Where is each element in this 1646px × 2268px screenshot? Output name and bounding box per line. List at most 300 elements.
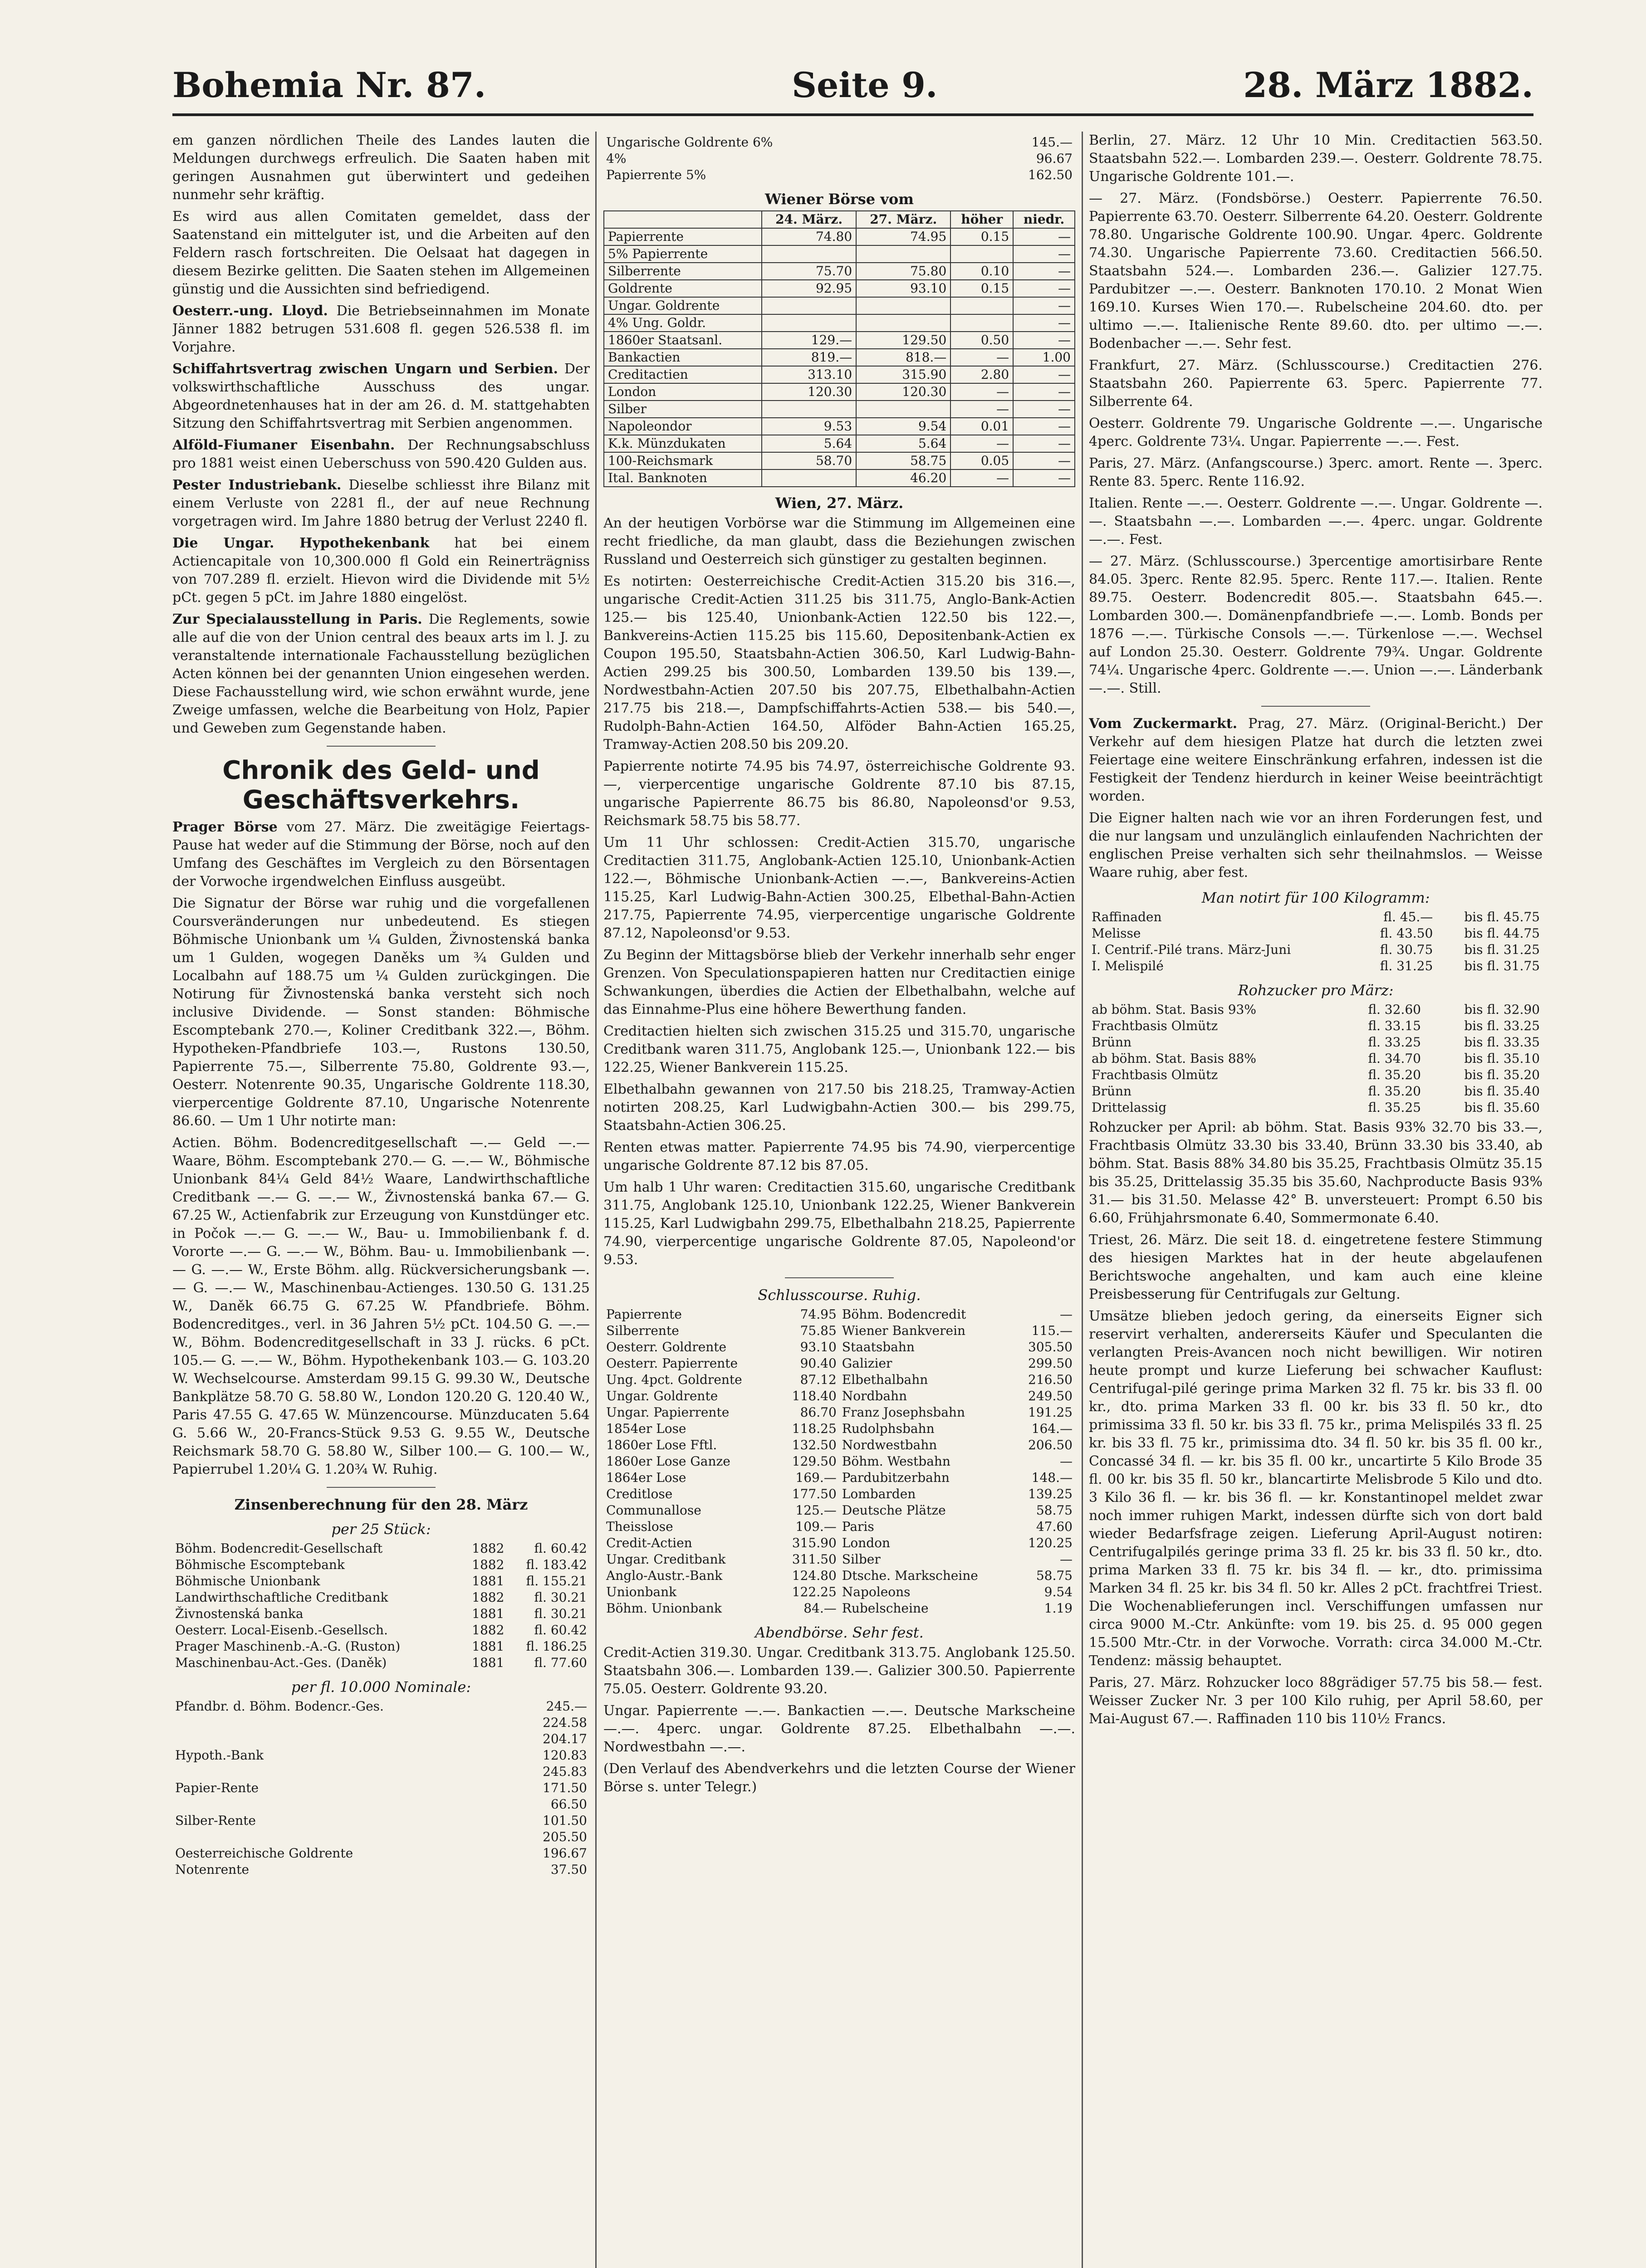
row-value: 196.67 bbox=[543, 1846, 587, 1861]
table-row bbox=[603, 1437, 1075, 1453]
row-label: Oesterr. Papierrente bbox=[606, 1356, 738, 1371]
table-row bbox=[172, 1747, 590, 1764]
row-value: 74.95 bbox=[800, 1307, 837, 1322]
row-value: 305.50 bbox=[1028, 1339, 1073, 1354]
table-row bbox=[603, 1453, 1075, 1470]
zucker-table bbox=[1089, 909, 1543, 974]
row-value: 132.50 bbox=[792, 1437, 837, 1452]
section-head: Oesterr.-ung. Lloyd. bbox=[172, 303, 328, 319]
row-value: — bbox=[950, 401, 1013, 418]
row-label: Staatsbahn bbox=[842, 1339, 915, 1354]
table-row bbox=[172, 1638, 590, 1655]
row-value: 75.70 bbox=[762, 263, 856, 280]
row-label: Bankactien bbox=[604, 349, 762, 366]
paragraph: Papierrente notirte 74.95 bis 74.97, österreichische Goldrente 93.—, vierpercentige ungarische Goldrente 87.10 bis 87.15, ungarische Papierrente 86.75 bis 86.80, Napoleonsd'or 9.53, Reichsmark 58.75 bis 58.77. bbox=[603, 758, 1075, 829]
row-year: 1882 bbox=[472, 1557, 505, 1572]
row-label: Silber bbox=[842, 1552, 881, 1567]
row-value: — bbox=[1013, 332, 1075, 349]
row-value: — bbox=[1013, 366, 1075, 383]
row-label: Ital. Banknoten bbox=[604, 469, 762, 487]
row-label: Prager Maschinenb.-A.-G. (Ruston) bbox=[175, 1639, 401, 1654]
row-label: Rudolphsbahn bbox=[842, 1421, 935, 1436]
paragraph: Paris, 27. März. Rohzucker loco 88grädiger 57.75 bis 58.— fest. Weisser Zucker Nr. 3 per 100 Kilo ruhig, per April 58.60, per Mai-August 67.—. Raffinaden 110 bis 110½ Francs. bbox=[1089, 1675, 1543, 1727]
paragraph: Elbethalbahn gewannen von 217.50 bis 218.25, Tramway-Actien notirten 208.25, Karl Ludwigbahn-Actien 300.— bis 299.75, Staatsbahn-Actien 306.25. bbox=[603, 1081, 1075, 1134]
section-head: Schiffahrtsvertrag zwischen Ungarn und Serbien. bbox=[172, 361, 558, 377]
row-value: — bbox=[950, 435, 1013, 452]
row-label: 4% Ung. Goldr. bbox=[604, 314, 762, 332]
row-label bbox=[172, 1715, 511, 1731]
row-value: 145.— bbox=[1031, 135, 1073, 150]
table-row bbox=[603, 1339, 1075, 1355]
row-value: — bbox=[1013, 297, 1075, 314]
table-row bbox=[1089, 1051, 1543, 1067]
row-label: Raffinaden bbox=[1092, 909, 1162, 924]
row-label: Theisslose bbox=[606, 1519, 673, 1534]
row-value bbox=[856, 297, 950, 314]
row-value: 171.50 bbox=[543, 1780, 587, 1795]
row-value-high: bis fl. 45.75 bbox=[1464, 909, 1540, 924]
paragraph-text: vom 27. März. Die zweitägige Feiertags-Pause hat weder auf die Stimmung der Börse, noch auf den Umfang des Geschäftes im Vergleich zu den Börsentagen der Vorwoche irgendwelchen Einfluss ausgeübt. bbox=[172, 819, 590, 890]
row-value: 1.00 bbox=[1013, 349, 1075, 366]
row-value: 84.— bbox=[803, 1601, 837, 1616]
row-value-low: fl. 31.25 bbox=[1380, 958, 1433, 973]
row-value-low: fl. 45.— bbox=[1383, 909, 1433, 924]
row-label: Frachtbasis Olmütz bbox=[1092, 1018, 1218, 1033]
row-value bbox=[856, 314, 950, 332]
paragraph bbox=[1089, 715, 1543, 806]
row-value: 86.70 bbox=[800, 1405, 837, 1420]
row-value: 177.50 bbox=[792, 1486, 837, 1501]
table-row bbox=[604, 297, 1075, 314]
row-value: fl. 186.25 bbox=[526, 1639, 587, 1654]
table-row bbox=[603, 134, 1075, 151]
paragraph: Frankfurt, 27. März. (Schlusscourse.) Creditactien 276. Staatsbahn 260. Papierrente 63. 5perc. Papierrente 77. Silberrente 64. bbox=[1089, 357, 1543, 410]
row-label: Communallose bbox=[606, 1503, 701, 1518]
row-value-high: bis fl. 31.75 bbox=[1464, 958, 1540, 973]
paragraph: Oesterr. Goldrente 79. Ungarische Goldrente —.—. Ungarische 4perc. Goldrente 73¼. Ungar. Papierrente —.—. Fest. bbox=[1089, 415, 1543, 450]
section-head: Prager Börse bbox=[172, 819, 278, 835]
paragraph: em ganzen nördlichen Theile des Landes lauten die Meldungen durchwegs erfreulich. Die Saaten haben mit geringen Ausnahmen gut überwintert und gedeihen nunmehr sehr kräftig. bbox=[172, 132, 590, 203]
table-row bbox=[604, 349, 1075, 366]
row-value: 818.— bbox=[856, 349, 950, 366]
row-value: — bbox=[1013, 245, 1075, 263]
row-label: Unionbank bbox=[606, 1584, 677, 1599]
table-row bbox=[1089, 958, 1543, 974]
row-value: 249.50 bbox=[1028, 1388, 1073, 1403]
row-label: Silberrente bbox=[604, 263, 762, 280]
row-value: 148.— bbox=[1031, 1470, 1073, 1485]
row-label: Elbethalbahn bbox=[842, 1372, 928, 1387]
table-row bbox=[604, 332, 1075, 349]
row-value-low: fl. 32.60 bbox=[1368, 1002, 1421, 1017]
row-label: Dtsche. Markscheine bbox=[842, 1568, 978, 1583]
table-row bbox=[172, 1655, 590, 1671]
row-value: 169.— bbox=[795, 1470, 837, 1485]
section-head: Zur Specialausstellung in Paris. bbox=[172, 611, 422, 627]
table-row bbox=[603, 1486, 1075, 1502]
table-row bbox=[172, 1622, 590, 1638]
row-value bbox=[762, 314, 856, 332]
page-header bbox=[172, 64, 1533, 116]
row-value-high: bis fl. 35.10 bbox=[1464, 1051, 1540, 1066]
row-value: 205.50 bbox=[543, 1829, 587, 1844]
paragraph: Ungar. Papierrente —.—. Bankactien —.—. Deutsche Markscheine —.—. 4perc. ungar. Goldrente 87.25. Elbethalbahn —.—. Nordwestbahn —.—. bbox=[603, 1703, 1075, 1755]
row-value: fl. 155.21 bbox=[526, 1574, 587, 1589]
row-value bbox=[762, 245, 856, 263]
row-label: Drittelassig bbox=[1092, 1100, 1167, 1115]
row-value: 191.25 bbox=[1028, 1405, 1073, 1420]
row-year: 1882 bbox=[472, 1541, 505, 1556]
top-rente-table bbox=[603, 134, 1075, 183]
table-subtitle: per 25 Stück: bbox=[331, 1520, 431, 1538]
row-value: 819.— bbox=[762, 349, 856, 366]
column-rule bbox=[595, 132, 597, 2268]
row-value: — bbox=[1013, 401, 1075, 418]
table-row bbox=[172, 1731, 590, 1747]
row-label: Notenrente bbox=[175, 1862, 250, 1877]
row-value: 5.64 bbox=[762, 435, 856, 452]
row-label: Anglo-Austr.-Bank bbox=[606, 1568, 723, 1583]
row-year: 1881 bbox=[472, 1639, 505, 1654]
section-head: Vom Zuckermarkt. bbox=[1089, 716, 1238, 732]
table-row bbox=[172, 1606, 590, 1622]
row-year: 1881 bbox=[472, 1655, 505, 1670]
table-row bbox=[604, 383, 1075, 401]
table-row bbox=[604, 418, 1075, 435]
row-label: Papierrente 5% bbox=[606, 167, 706, 182]
row-label: Böhm. Unionbank bbox=[606, 1601, 722, 1616]
row-value-high: bis fl. 44.75 bbox=[1464, 926, 1540, 941]
row-value: 122.25 bbox=[792, 1584, 837, 1599]
row-label: 100-Reichsmark bbox=[604, 452, 762, 469]
row-value: 37.50 bbox=[550, 1862, 587, 1877]
paragraph: Es wird aus allen Comitaten gemeldet, dass der Saatenstand ein mittelguter ist, und die Arbeiten auf den Feldern rasch fortschreiten. Die Oelsaat hat dagegen in diesem Bezirke gelitten. Die Saaten stehen im Allgemeinen günstig und die Aussichten sind befriedigend. bbox=[172, 209, 590, 297]
header-right: 28. März 1882. bbox=[1243, 65, 1533, 105]
row-value: 164.— bbox=[1031, 1421, 1073, 1436]
row-value: 118.40 bbox=[792, 1388, 837, 1403]
table-subtitle: per fl. 10.000 Nominale: bbox=[291, 1678, 471, 1696]
row-label bbox=[172, 1796, 511, 1813]
row-label: Deutsche Plätze bbox=[842, 1503, 946, 1518]
column-3 bbox=[1089, 132, 1543, 2268]
separator bbox=[785, 1277, 894, 1278]
paragraph: Schiffahrtsvertrag zwischen Ungarn und Serbien. Der volkswirthschaftliche Ausschuss des ungar. Abgeordnetenhauses hat in der am 26. d. M. stattgehabten Sitzung den Schiffahrtsvertrag mit Serbien angenommen. bbox=[172, 361, 590, 431]
row-label: ab böhm. Stat. Basis 88% bbox=[1092, 1051, 1256, 1066]
row-value-high: bis fl. 35.20 bbox=[1464, 1067, 1540, 1082]
section-head: Alföld-Fiumaner Eisenbahn. bbox=[172, 437, 395, 453]
row-value: 46.20 bbox=[856, 469, 950, 487]
row-label: Creditlose bbox=[606, 1486, 673, 1501]
row-value: 0.10 bbox=[950, 263, 1013, 280]
section-head: Abendbörse. Sehr fest. bbox=[755, 1624, 924, 1641]
row-label: Papierrente bbox=[604, 228, 762, 245]
header-left: Bohemia Nr. 87. bbox=[172, 65, 486, 105]
row-value: 66.50 bbox=[550, 1797, 587, 1812]
table-row bbox=[603, 1306, 1075, 1323]
row-label: Ungarische Goldrente 6% bbox=[606, 135, 773, 150]
table-row bbox=[603, 167, 1075, 183]
table-subtitle: Man notirt für 100 Kilogramm: bbox=[1201, 889, 1430, 906]
row-label: Franz Josephsbahn bbox=[842, 1405, 965, 1420]
row-label: Ungar. Goldrente bbox=[604, 297, 762, 314]
table-row bbox=[1089, 1100, 1543, 1116]
row-label: 4% bbox=[606, 151, 627, 166]
row-value: — bbox=[1013, 469, 1075, 487]
table-row bbox=[172, 1715, 590, 1731]
row-value-high: bis fl. 33.25 bbox=[1464, 1018, 1540, 1033]
row-label: 1860er Lose Fftl. bbox=[606, 1437, 717, 1452]
row-value: 311.50 bbox=[792, 1552, 837, 1567]
row-label: Nordwestbahn bbox=[842, 1437, 937, 1452]
row-label: Oesterr. Goldrente bbox=[606, 1339, 727, 1354]
row-label: Böhmische Escomptebank bbox=[175, 1557, 345, 1572]
row-label: Silber-Rente bbox=[175, 1813, 256, 1828]
paragraph: Creditactien hielten sich zwischen 315.25 und 315.70, ungarische Creditbank waren 311.75, Anglobank 125.—, Unionbank 122.— bis 122.25, Wiener Bankverein 115.25. bbox=[603, 1023, 1075, 1075]
row-value: 120.25 bbox=[1028, 1535, 1073, 1550]
row-value bbox=[762, 401, 856, 418]
rohzucker-table bbox=[1089, 1002, 1543, 1116]
table-row bbox=[172, 1813, 590, 1829]
row-value: 299.50 bbox=[1028, 1356, 1073, 1371]
row-label: 1864er Lose bbox=[606, 1470, 686, 1485]
row-label: London bbox=[604, 383, 762, 401]
row-value: — bbox=[950, 469, 1013, 487]
zinsen-table-2 bbox=[172, 1698, 590, 1878]
row-value: 0.15 bbox=[950, 280, 1013, 297]
table-row bbox=[603, 1372, 1075, 1388]
paragraph-text: Prag, 27. März. (Original-Bericht.) Der Verkehr auf dem hiesigen Platze hat durch die letzten zwei Feiertage eine weitere Einschränkung erfahren, indessen ist die Festigkeit der Tendenz hierdurch in keiner Weise beeinträchtigt worden. bbox=[1089, 716, 1543, 804]
table-row bbox=[1089, 909, 1543, 925]
row-value: 92.95 bbox=[762, 280, 856, 297]
table-row bbox=[172, 1764, 590, 1780]
row-value: 124.80 bbox=[792, 1568, 837, 1583]
row-label: Brünn bbox=[1092, 1084, 1132, 1099]
row-value: 74.80 bbox=[762, 228, 856, 245]
row-value: fl. 30.21 bbox=[534, 1606, 587, 1621]
table-row bbox=[603, 1470, 1075, 1486]
row-label: I. Centrif.-Pilé trans. März-Juni bbox=[1092, 942, 1291, 957]
row-value: 58.75 bbox=[1036, 1568, 1073, 1583]
paragraph: Berlin, 27. März. 12 Uhr 10 Min. Creditactien 563.50. Staatsbahn 522.—. Lombarden 239.—. Oesterr. Goldrente 78.75. Ungarische Goldrente 101.—. bbox=[1089, 132, 1543, 185]
row-value: 93.10 bbox=[856, 280, 950, 297]
table-row bbox=[604, 435, 1075, 452]
table-row bbox=[172, 1573, 590, 1589]
row-value: fl. 183.42 bbox=[526, 1557, 587, 1572]
row-label: 1860er Staatsanl. bbox=[604, 332, 762, 349]
table-row bbox=[1089, 942, 1543, 958]
column-2 bbox=[603, 132, 1075, 2268]
paragraph: Actien. Böhm. Bodencreditgesellschaft —.— Geld —.— Waare, Böhm. Escomptebank 270.— G. —.— W., Böhmische Unionbank 84¼ Geld 84½ Waare, Landwirthschaftliche Creditbank —.— G. —.— W., Živnostenská banka 67.— G. 67.25 W., Actienfabrik zur Erzeugung von Kunstdünger etc. in Počok —.— G. —.— W., Bau- u. Immobilienbank f. d. Vororte —.— G. —.— W., Böhm. Bau- u. Immobilienbank —.— G. —.— W., Erste Böhm. allg. Rückversicherungsbank —.— G. —.— W., Maschinenbau-Actienges. 130.50 G. 131.25 W., Daněk 66.75 G. 67.25 W. Pfandbriefe. Böhm. Bodencreditges., verl. in 36 Jahren 5½ pCt. 104.50 G. —.— W., Böhm. Bodencreditgesellschaft in 33 J. rücks. 6 pCt. 105.— G. —.— W., Böhm. Hypothekenbank 103.— G. 103.20 W. Wechselcourse. Amsterdam 99.15 G. 99.30 W., Deutsche Bankplätze 58.70 G. 58.80 W., London 120.20 G. 120.40 W., Paris 47.55 G. 47.65 W. Münzencourse. Münzducaten 5.64 G. 5.66 W., 20-Francs-Stück 9.53 G. 9.55 W., Deutsche Reichsmark 58.70 G. 58.80 W., Silber 100.— G. 100.— W., Papierrubel 1.20¼ G. 1.20¾ W. Ruhig. bbox=[172, 1135, 590, 1477]
row-value: 245.83 bbox=[543, 1764, 587, 1779]
row-value: — bbox=[1013, 383, 1075, 401]
table-row bbox=[604, 452, 1075, 469]
row-label: Ungar. Papierrente bbox=[606, 1405, 730, 1420]
row-value: 204.17 bbox=[543, 1731, 587, 1746]
row-label: ab böhm. Stat. Basis 93% bbox=[1092, 1002, 1256, 1017]
table-row bbox=[604, 280, 1075, 297]
row-label: Napoleons bbox=[842, 1584, 911, 1599]
section-head: Die Ungar. Hypothekenbank bbox=[172, 535, 430, 551]
row-value: 0.50 bbox=[950, 332, 1013, 349]
column-header: höher bbox=[950, 211, 1013, 228]
paragraph: Alföld-Fiumaner Eisenbahn. Der Rechnungsabschluss pro 1881 weist einen Ueberschuss von 590.420 Gulden aus. bbox=[172, 437, 590, 471]
paragraph: — 27. März. (Schlusscourse.) 3percentige amortisirbare Rente 84.05. 3perc. Rente 82.95. 5perc. Rente 117.—. Italien. Rente 89.75. Oesterr. Bodencredit 805.—. Staatsbahn 645.—. Lombarden 300.—. Domänenpfandbriefe —.—. Lomb. Bonds per 1876 —.—. Türkische Consols —.—. Türkenlose —.—. Wechsel auf London 25.30. Oesterr. Goldrente 79¾. Ungar. Goldrente 74¼. Ungarische 4perc. Goldrente —.—. Union —.—. Länderbank —.—. Still. bbox=[1089, 553, 1543, 696]
table-row bbox=[603, 1388, 1075, 1404]
row-label: Brünn bbox=[1092, 1035, 1132, 1050]
row-value: 120.30 bbox=[762, 383, 856, 401]
row-value: 87.12 bbox=[800, 1372, 837, 1387]
row-label: Frachtbasis Olmütz bbox=[1092, 1067, 1218, 1082]
table-row bbox=[603, 1600, 1075, 1617]
column-header: 24. März. bbox=[762, 211, 856, 228]
row-value: — bbox=[950, 383, 1013, 401]
separator bbox=[327, 1487, 436, 1488]
table-row bbox=[1089, 1002, 1543, 1018]
paragraph: Renten etwas matter. Papierrente 74.95 bis 74.90, vierpercentige ungarische Goldrente 87.12 bis 87.05. bbox=[603, 1139, 1075, 1173]
row-label: 1854er Lose bbox=[606, 1421, 686, 1436]
row-value: 58.75 bbox=[1036, 1503, 1073, 1518]
paragraph: Paris, 27. März. (Anfangscourse.) 3perc. amort. Rente —. 3perc. Rente 83. 5perc. Rente 116.92. bbox=[1089, 455, 1543, 489]
row-label bbox=[172, 1829, 511, 1845]
row-label: Papierrente bbox=[606, 1307, 682, 1322]
table-row bbox=[1089, 1018, 1543, 1034]
row-value: 216.50 bbox=[1028, 1372, 1073, 1387]
row-label: Nordbahn bbox=[842, 1388, 907, 1403]
paragraph: Italien. Rente —.—. Oesterr. Goldrente —.—. Ungar. Goldrente —.—. Staatsbahn —.—. Lombarden —.—. 4perc. ungar. Goldrente —.—. Fest. bbox=[1089, 495, 1543, 547]
row-value: 118.25 bbox=[792, 1421, 837, 1436]
row-label: Oesterreichische Goldrente bbox=[175, 1846, 353, 1861]
paragraph: Pester Industriebank. Dieselbe schliesst ihre Bilanz mit einem Verluste von 2281 fl., der auf neue Rechnung vorgetragen wird. Im Jahre 1880 betrug der Verlust 2240 fl. bbox=[172, 477, 590, 529]
row-value: 139.25 bbox=[1028, 1486, 1073, 1501]
row-label: Živnostenská banka bbox=[175, 1606, 304, 1621]
row-value: — bbox=[1060, 1454, 1073, 1469]
row-value-high: bis fl. 32.90 bbox=[1464, 1002, 1540, 1017]
row-label: 5% Papierrente bbox=[604, 245, 762, 263]
row-value: 58.75 bbox=[856, 452, 950, 469]
table-row bbox=[604, 366, 1075, 383]
row-label: Creditactien bbox=[604, 366, 762, 383]
table-row bbox=[604, 401, 1075, 418]
table-row bbox=[603, 1568, 1075, 1584]
row-label: I. Melispilé bbox=[1092, 958, 1164, 973]
row-label: Böhmische Unionbank bbox=[175, 1574, 320, 1589]
table-row bbox=[1089, 1083, 1543, 1100]
paragraph: Die Ungar. Hypothekenbank hat bei einem Actiencapitale von 10,300.000 fl Gold ein Reinerträgniss von 707.289 fl. erzielt. Hievon wird die Dividende mit 5½ pCt. gegen 5 pCt. im Jahre 1880 eingelöst. bbox=[172, 535, 590, 606]
row-value-low: fl. 43.50 bbox=[1380, 926, 1433, 941]
separator bbox=[1261, 706, 1370, 707]
row-value: 90.40 bbox=[800, 1356, 837, 1371]
table-row bbox=[172, 1698, 590, 1715]
table-row bbox=[603, 1584, 1075, 1600]
table-row bbox=[603, 1519, 1075, 1535]
table-row bbox=[604, 245, 1075, 263]
row-value: 245.— bbox=[546, 1699, 587, 1714]
row-label: Oesterr. Local-Eisenb.-Gesellsch. bbox=[175, 1623, 388, 1637]
row-label bbox=[172, 1764, 511, 1780]
row-value: — bbox=[1013, 452, 1075, 469]
row-value: 115.— bbox=[1031, 1323, 1073, 1338]
row-value: 125.— bbox=[795, 1503, 837, 1518]
row-value: — bbox=[1013, 435, 1075, 452]
table-row bbox=[603, 1551, 1075, 1568]
row-value bbox=[856, 245, 950, 263]
row-label: Lombarden bbox=[842, 1486, 916, 1501]
row-value-high: bis fl. 35.40 bbox=[1464, 1084, 1540, 1099]
row-label: Hypoth.-Bank bbox=[175, 1748, 264, 1763]
row-label: Maschinenbau-Act.-Ges. (Daněk) bbox=[175, 1655, 387, 1670]
row-year: 1882 bbox=[472, 1590, 505, 1605]
row-value: 0.15 bbox=[950, 228, 1013, 245]
row-value: — bbox=[1013, 228, 1075, 245]
table-row bbox=[603, 151, 1075, 167]
paragraph: Um halb 1 Uhr waren: Creditactien 315.60, ungarische Creditbank 311.75, Anglobank 125.10, Unionbank 122.25, Wiener Bankverein 115.25, Karl Ludwigbahn 299.75, Elbethalbahn 218.25, Papierrente 74.90, vierpercentige ungarische Goldrente 87.05, Napoleond'or 9.53. bbox=[603, 1179, 1075, 1268]
table-row bbox=[604, 314, 1075, 332]
row-value: 224.58 bbox=[543, 1715, 587, 1730]
table-title: Zinsenberechnung für den 28. März bbox=[234, 1496, 528, 1513]
schlusscourse-table bbox=[603, 1306, 1075, 1617]
row-value bbox=[856, 401, 950, 418]
row-value: 315.90 bbox=[856, 366, 950, 383]
table-row bbox=[172, 1557, 590, 1573]
row-value: 120.83 bbox=[543, 1748, 587, 1763]
row-value: 2.80 bbox=[950, 366, 1013, 383]
row-value: 9.54 bbox=[856, 418, 950, 435]
row-value-low: fl. 35.20 bbox=[1368, 1084, 1421, 1099]
row-label: Goldrente bbox=[604, 280, 762, 297]
table-row bbox=[603, 1323, 1075, 1339]
row-label: 1860er Lose Ganze bbox=[606, 1454, 730, 1469]
table-row bbox=[603, 1535, 1075, 1551]
paragraph: (Den Verlauf des Abendverkehrs und die letzten Course der Wiener Börse s. unter Telegr.) bbox=[603, 1761, 1075, 1795]
paragraph: Credit-Actien 319.30. Ungar. Creditbank 313.75. Anglobank 125.50. Staatsbahn 306.—. Lombarden 139.—. Galizier 300.50. Papierrente 75.05. Oesterr. Goldrente 93.20. bbox=[603, 1645, 1075, 1697]
row-value-high: bis fl. 33.35 bbox=[1464, 1035, 1540, 1050]
row-label: Ungar. Goldrente bbox=[606, 1388, 718, 1403]
column-1 bbox=[172, 132, 590, 2268]
row-value-low: fl. 35.25 bbox=[1368, 1100, 1421, 1115]
column-rule bbox=[1082, 132, 1083, 2268]
row-value: 9.53 bbox=[762, 418, 856, 435]
row-label: London bbox=[842, 1535, 891, 1550]
row-label bbox=[172, 1731, 511, 1747]
row-value: 162.50 bbox=[1028, 167, 1073, 182]
row-value: — bbox=[950, 349, 1013, 366]
zinsen-table bbox=[172, 1540, 590, 1671]
header-center: Seite 9. bbox=[792, 65, 938, 105]
table-row bbox=[604, 263, 1075, 280]
row-label: Melisse bbox=[1092, 926, 1141, 941]
row-value: 5.64 bbox=[856, 435, 950, 452]
row-value-low: fl. 33.15 bbox=[1368, 1018, 1421, 1033]
separator bbox=[327, 746, 436, 747]
row-value: fl. 77.60 bbox=[534, 1655, 587, 1670]
row-value: 58.70 bbox=[762, 452, 856, 469]
row-value: 120.30 bbox=[856, 383, 950, 401]
table-title: Schlusscourse. Ruhig. bbox=[758, 1286, 921, 1304]
row-value: — bbox=[1013, 314, 1075, 332]
row-value: 313.10 bbox=[762, 366, 856, 383]
column-header: niedr. bbox=[1013, 211, 1075, 228]
section-title: Chronik des Geld- und Geschäftsverkehrs. bbox=[222, 756, 540, 815]
row-value: — bbox=[1013, 280, 1075, 297]
row-label: Ung. 4pct. Goldrente bbox=[606, 1372, 742, 1387]
paragraph: Triest, 26. März. Die seit 18. d. eingetretene festere Stimmung des hiesigen Marktes hat in der heute abgelaufenen Berichtswoche angehalten, und kam auch eine kleine Preisbesserung für Centrifugals zur Geltung. bbox=[1089, 1232, 1543, 1302]
column-header: 27. März. bbox=[856, 211, 950, 228]
row-value bbox=[950, 314, 1013, 332]
paragraph: — 27. März. (Fondsbörse.) Oesterr. Papierrente 76.50. Papierrente 63.70. Oesterr. Silberrente 64.20. Oesterr. Goldrente 78.80. Ungarische Goldrente 100.90. Ungar. 4perc. Goldrente 74.30. Ungarische Papierrente 73.60. Creditactien 566.50. Staatsbahn 524.—. Lombarden 236.—. Galizier 127.75. Pardubitzer —.—. Oesterr. Banknoten 170.10. 2 Monat Wien 169.10. Kurses Wien 170.—. Rubelscheine 204.60. dto. per ultimo —.—. Italienische Rente 89.60. dto. per ultimo —.—. Bodenbacher —.—. Sehr fest. bbox=[1089, 191, 1543, 352]
row-value: 93.10 bbox=[800, 1339, 837, 1354]
row-value-low: fl. 34.70 bbox=[1368, 1051, 1421, 1066]
row-value-low: fl. 35.20 bbox=[1368, 1067, 1421, 1082]
